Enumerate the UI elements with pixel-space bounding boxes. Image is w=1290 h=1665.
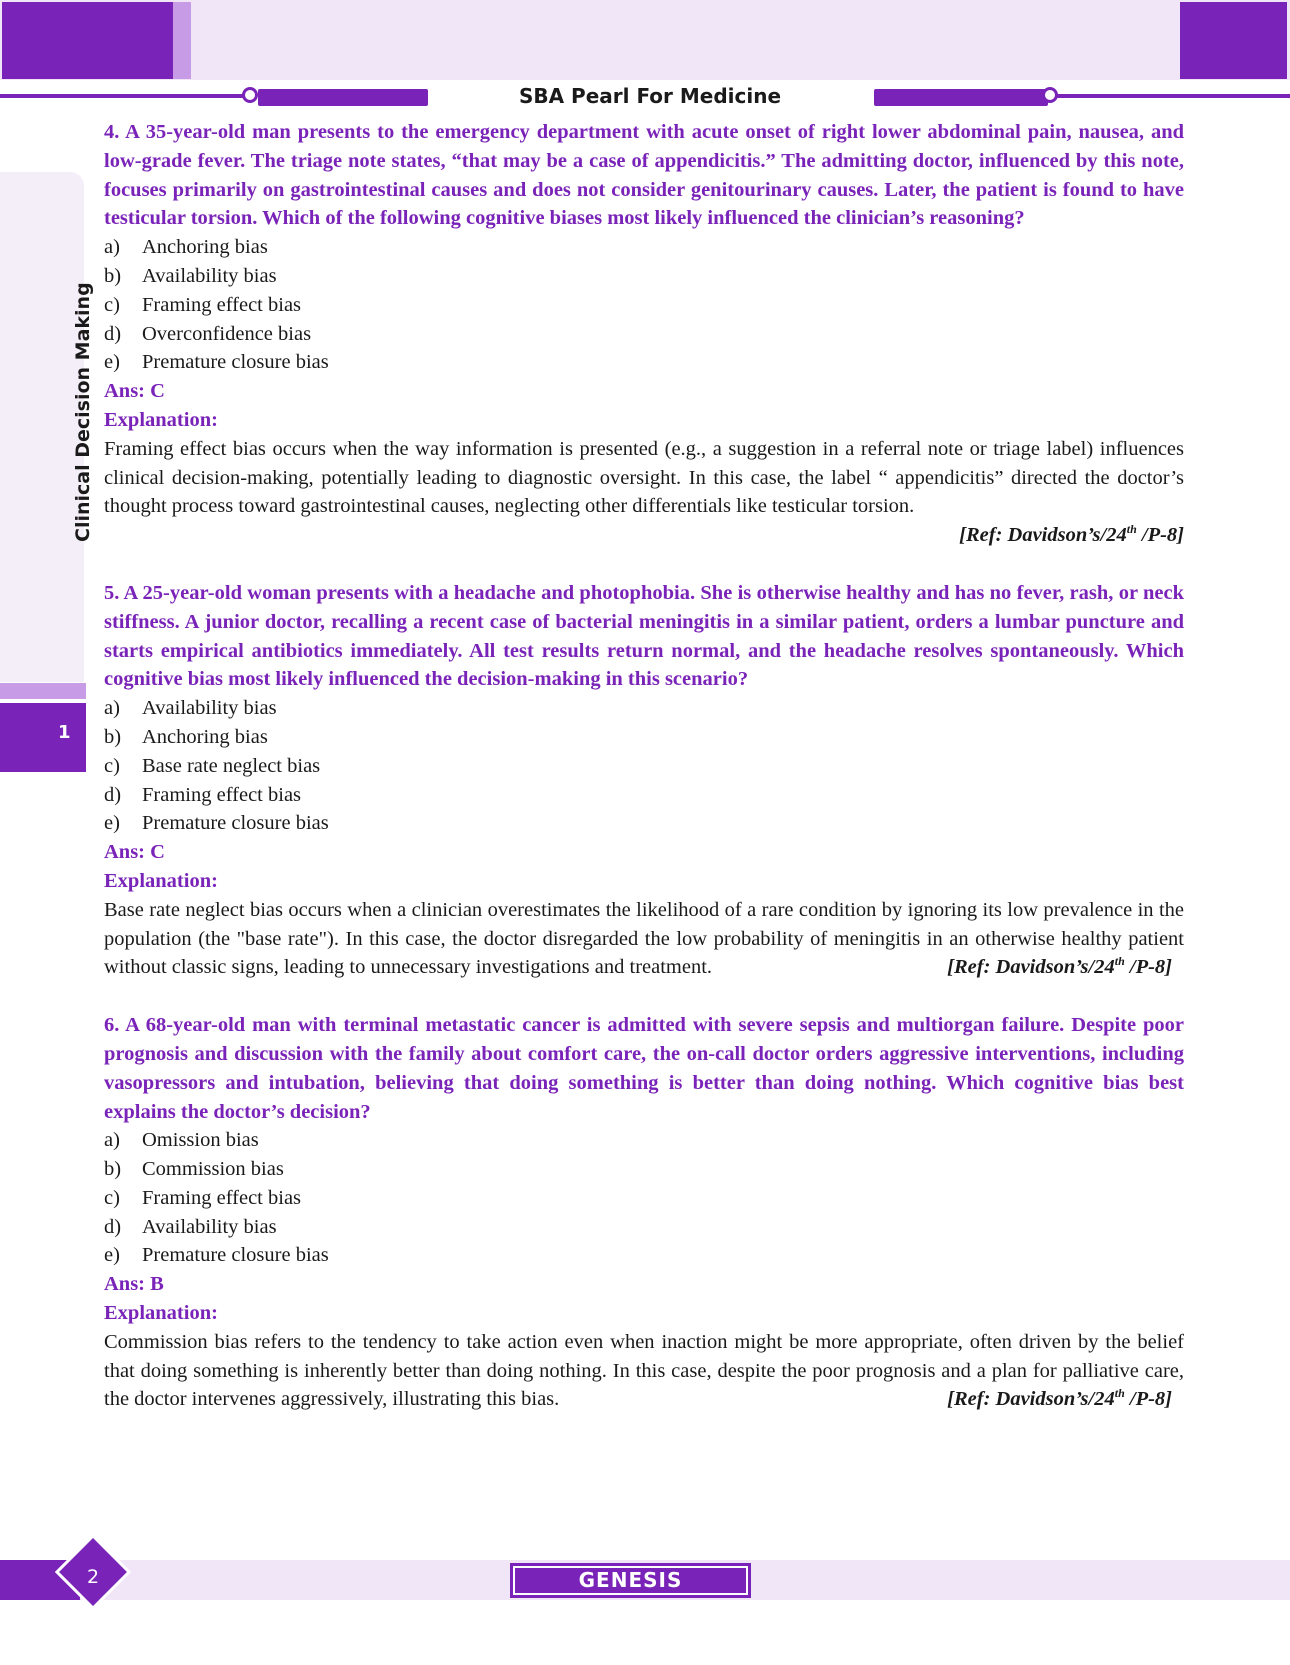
reference-sup: th [1126, 522, 1137, 537]
option-text: Availability bias [142, 697, 277, 720]
question-block [104, 118, 1184, 550]
reference [947, 1385, 1172, 1414]
option-letter: a) [104, 236, 120, 259]
question-stem: 6. A 68-year-old man with terminal metastatic cancer is admitted with severe sepsis and multiorgan failure. Despite poor prognosis and discussion with the family about comfort care, the on-call doctor orders aggressive interventions, including vasopressors and intubation, believing that doing something is better than doing nothing. Which cognitive bias best explains the doctor’s decision? [104, 1014, 1184, 1123]
header-bar-right [874, 89, 1048, 106]
option-text: Overconfidence bias [142, 322, 312, 345]
reference-page: /P-8] [1124, 956, 1172, 979]
option-text: Commission bias [142, 1158, 284, 1181]
explanation-label: Explanation: [104, 408, 218, 431]
option-text: Omission bias [142, 1129, 259, 1152]
reference-page: /P-8] [1136, 524, 1184, 547]
explanation-text: Framing effect bias occurs when the way information is presented (e.g., a suggestion in a referral note or triage label) influences clinical decision-making, potentially leading to diagnostic oversight. In this case, the label “ appendicitis” directed the doctor’s thought process toward gastrointestinal causes, neglecting other differentials like testicular torsion. [104, 437, 1184, 518]
option-letter: d) [104, 783, 122, 806]
header-rule-right [1056, 94, 1290, 98]
reference-page: /P-8] [1124, 1388, 1172, 1411]
reference-text: [Ref: Davidson’s/24 [947, 956, 1115, 979]
option-letter: d) [104, 322, 122, 345]
explanation-text: Base rate neglect bias occurs when a clinician overestimates the likelihood of a rare condition by ignoring its low prevalence in the population (the "base rate"). In this case, the doctor disregarded the low probability of meningitis in an otherwise healthy patient without classic signs, leading to unnecessary investigations and treatment. [104, 898, 1184, 979]
reference [104, 521, 1184, 550]
page-content [104, 118, 1184, 1414]
option-item [104, 1184, 1184, 1213]
publisher-logo [510, 1563, 751, 1598]
header-band [0, 0, 1290, 80]
option-text: Availability bias [142, 1215, 277, 1238]
option-text: Premature closure bias [142, 351, 329, 374]
chapter-number: 1 [58, 722, 71, 743]
reference-sup: th [1114, 1386, 1125, 1401]
header-right-block [1180, 2, 1287, 79]
option-letter: a) [104, 1129, 120, 1152]
option-text: Premature closure bias [142, 1244, 329, 1267]
answer: Ans: B [104, 1273, 164, 1296]
option-letter: b) [104, 725, 122, 748]
reference-text: [Ref: Davidson’s/24 [947, 1388, 1115, 1411]
explanation [104, 896, 1184, 982]
header-bar-left [258, 89, 428, 106]
question-block [104, 579, 1184, 982]
option-letter: b) [104, 1158, 122, 1181]
option-text: Availability bias [142, 264, 277, 287]
option-item [104, 348, 1184, 377]
option-item [104, 291, 1184, 320]
option-item [104, 1213, 1184, 1242]
option-item [104, 809, 1184, 838]
question-stem: 5. A 25-year-old woman presents with a headache and photophobia. She is otherwise healthy and has no fever, rash, or neck stiffness. A junior doctor, recalling a recent case of bacterial meningitis in a similar patient, orders a lumbar puncture and starts empirical antibiotics immediately. All test results return normal, and the headache resolves spontaneously. Which cognitive bias most likely influenced the decision-making in this scenario? [104, 581, 1184, 691]
option-letter: e) [104, 812, 120, 835]
option-item [104, 723, 1184, 752]
option-item [104, 1126, 1184, 1155]
answer: Ans: C [104, 380, 165, 403]
option-text: Framing effect bias [142, 1186, 302, 1209]
option-text: Framing effect bias [142, 293, 302, 316]
reference-text: [Ref: Davidson’s/24 [959, 524, 1127, 547]
option-letter: c) [104, 293, 120, 316]
header-rule-left [0, 94, 250, 98]
question-block [104, 1011, 1184, 1414]
book-title: SBA Pearl For Medicine [518, 84, 782, 108]
option-item [104, 781, 1184, 810]
side-tab-stripe [0, 683, 86, 699]
explanation-label: Explanation: [104, 1302, 218, 1325]
answer: Ans: C [104, 841, 165, 864]
option-letter: c) [104, 1186, 120, 1209]
reference [947, 953, 1172, 982]
option-letter: b) [104, 264, 122, 287]
option-text: Framing effect bias [142, 783, 302, 806]
option-text: Premature closure bias [142, 812, 329, 835]
option-letter: e) [104, 1244, 120, 1267]
option-item [104, 262, 1184, 291]
reference-sup: th [1114, 954, 1125, 969]
page-number: 2 [86, 1566, 100, 1588]
option-letter: d) [104, 1215, 122, 1238]
option-letter: c) [104, 754, 120, 777]
option-item [104, 694, 1184, 723]
option-text: Anchoring bias [142, 725, 268, 748]
header-dot-left [242, 87, 258, 103]
option-text: Base rate neglect bias [142, 754, 321, 777]
explanation-label: Explanation: [104, 869, 218, 892]
option-item [104, 320, 1184, 349]
chapter-number-box [0, 703, 86, 772]
option-letter: a) [104, 697, 120, 720]
explanation-text: Commission bias refers to the tendency to take action even when inaction might be more appropriate, often driven by the belief that doing something is inherently better than doing nothing. In this case, despite the poor prognosis and a plan for palliative care, the doctor intervenes aggressively, illustrating this bias. [104, 1330, 1184, 1411]
chapter-title: Clinical Decision Making [72, 282, 94, 542]
publisher-name: GENESIS [515, 1568, 746, 1593]
option-letter: e) [104, 351, 120, 374]
option-text: Anchoring bias [142, 236, 268, 259]
option-item [104, 752, 1184, 781]
option-item [104, 1241, 1184, 1270]
option-item [104, 233, 1184, 262]
header-left-block [2, 2, 173, 79]
explanation [104, 1328, 1184, 1414]
header-left-stripe [173, 2, 191, 79]
question-stem: 4. A 35-year-old man presents to the emergency department with acute onset of right lower abdominal pain, nausea, and low-grade fever. The triage note states, “that may be a case of appendicitis.” The admitting doctor, influenced by this note, focuses primarily on gastrointestinal causes and does not consider genitourinary causes. Later, the patient is found to have testicular torsion. Which of the following cognitive biases most likely influenced the clinician’s reasoning? [104, 121, 1184, 230]
option-item [104, 1155, 1184, 1184]
